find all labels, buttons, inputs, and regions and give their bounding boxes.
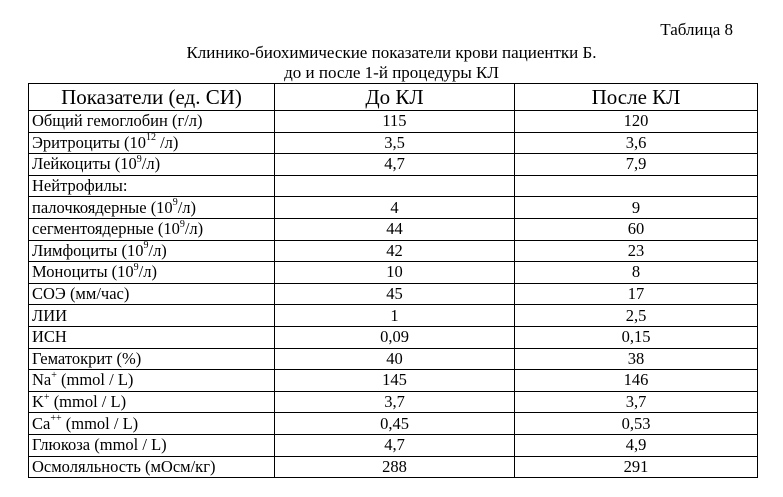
value-after: 4,9	[515, 434, 758, 456]
parameter-unit-text: /л)	[141, 154, 161, 174]
parameter-text: палочкоядерные (10	[32, 197, 173, 217]
unit-superscript: +	[43, 391, 50, 403]
value-after: 23	[515, 240, 758, 262]
value-after: 0,15	[515, 326, 758, 348]
parameter-text: Na	[32, 370, 52, 390]
table-row	[29, 111, 758, 133]
value-after: 7,9	[515, 154, 758, 176]
table-row	[29, 218, 758, 240]
parameter-text: Эритроциты (10	[32, 132, 146, 152]
parameter-unit-text: /л)	[148, 240, 167, 260]
parameter-text: Моноциты (10	[32, 262, 134, 282]
value-before: 42	[275, 240, 515, 262]
value-before: 45	[275, 283, 515, 305]
table-row	[29, 348, 758, 370]
title-line-1: Клинико-биохимические показатели крови пациентки Б.	[186, 43, 597, 62]
parameter-name	[29, 326, 275, 348]
table-title	[0, 43, 783, 83]
table-row	[29, 456, 758, 478]
parameter-unit-text: /л)	[155, 132, 179, 152]
parameter-name	[29, 348, 275, 370]
value-before	[275, 175, 515, 197]
value-before: 3,5	[275, 132, 515, 154]
unit-superscript: 9	[136, 153, 142, 165]
header-parameter: Показатели (ед. СИ)	[29, 84, 275, 111]
parameter-text: Ca	[32, 413, 51, 433]
parameter-name	[29, 154, 275, 176]
parameter-name	[29, 434, 275, 456]
parameter-name	[29, 197, 275, 219]
table-row	[29, 175, 758, 197]
unit-superscript: ++	[50, 413, 62, 425]
parameter-name	[29, 391, 275, 413]
parameter-name	[29, 175, 275, 197]
value-before: 3,7	[275, 391, 515, 413]
value-before: 4,7	[275, 154, 515, 176]
header-before: До КЛ	[275, 84, 515, 111]
parameter-text: Осмоляльность (мОсм/кг)	[32, 456, 216, 476]
table-row	[29, 197, 758, 219]
table-row	[29, 240, 758, 262]
value-before: 10	[275, 262, 515, 284]
parameter-text: K	[32, 392, 44, 412]
value-after: 146	[515, 370, 758, 392]
parameter-unit-text: /л)	[177, 197, 197, 217]
parameter-text: Лимфоциты (10	[32, 240, 144, 260]
parameter-name	[29, 305, 275, 327]
parameter-unit-text: /л)	[138, 262, 157, 282]
value-after: 9	[515, 197, 758, 219]
value-after: 120	[515, 111, 758, 133]
value-after: 8	[515, 262, 758, 284]
value-before: 0,45	[275, 413, 515, 435]
parameter-name	[29, 218, 275, 240]
parameter-unit-text: (mmol / L)	[56, 370, 134, 390]
unit-superscript: 9	[143, 240, 149, 252]
table-row	[29, 391, 758, 413]
value-before: 288	[275, 456, 515, 478]
parameter-unit-text: /л)	[184, 219, 204, 239]
value-after: 38	[515, 348, 758, 370]
table-row	[29, 154, 758, 176]
header-after: После КЛ	[515, 84, 758, 111]
value-after: 3,6	[515, 132, 758, 154]
value-before: 145	[275, 370, 515, 392]
table-number-label: Таблица 8	[660, 20, 733, 39]
table-row	[29, 370, 758, 392]
table-row	[29, 132, 758, 154]
value-before: 4,7	[275, 434, 515, 456]
parameter-text: СОЭ (мм/час)	[32, 284, 130, 304]
blood-parameters-table	[28, 83, 758, 478]
value-after: 0,53	[515, 413, 758, 435]
table-row	[29, 305, 758, 327]
value-before: 44	[275, 218, 515, 240]
parameter-name	[29, 456, 275, 478]
parameter-text: сегментоядерные (10	[32, 219, 180, 239]
value-after	[515, 175, 758, 197]
parameter-text: ИСН	[32, 327, 67, 347]
value-before: 0,09	[275, 326, 515, 348]
value-after: 60	[515, 218, 758, 240]
unit-superscript: +	[51, 369, 57, 381]
value-before: 1	[275, 305, 515, 327]
parameter-name	[29, 111, 275, 133]
value-before: 115	[275, 111, 515, 133]
title-line-2: до и после 1-й процедуры КЛ	[284, 63, 499, 82]
value-after: 291	[515, 456, 758, 478]
unit-superscript: 12	[145, 132, 156, 144]
unit-superscript: 9	[133, 261, 139, 273]
value-before: 4	[275, 197, 515, 219]
table-row	[29, 413, 758, 435]
parameter-text: Глюкоза (mmol / L)	[32, 435, 167, 455]
parameter-text: Лейкоциты (10	[32, 154, 137, 174]
parameter-name	[29, 132, 275, 154]
parameter-name	[29, 370, 275, 392]
parameter-text: ЛИИ	[32, 305, 68, 325]
value-before: 40	[275, 348, 515, 370]
table-row	[29, 434, 758, 456]
parameter-unit-text: (mmol / L)	[49, 392, 127, 412]
value-after: 3,7	[515, 391, 758, 413]
value-after: 2,5	[515, 305, 758, 327]
parameter-name	[29, 283, 275, 305]
parameter-unit-text: (mmol / L)	[61, 413, 139, 433]
table-row	[29, 326, 758, 348]
parameter-text: Общий гемоглобин (г/л)	[32, 111, 203, 131]
table-row	[29, 262, 758, 284]
parameter-name	[29, 262, 275, 284]
table-row	[29, 283, 758, 305]
parameter-text: Нейтрофилы:	[32, 176, 128, 196]
header-row	[29, 84, 758, 111]
parameter-name	[29, 240, 275, 262]
value-after: 17	[515, 283, 758, 305]
unit-superscript: 9	[179, 218, 185, 230]
unit-superscript: 9	[172, 197, 178, 209]
parameter-name	[29, 413, 275, 435]
parameter-text: Гематокрит (%)	[32, 348, 142, 368]
